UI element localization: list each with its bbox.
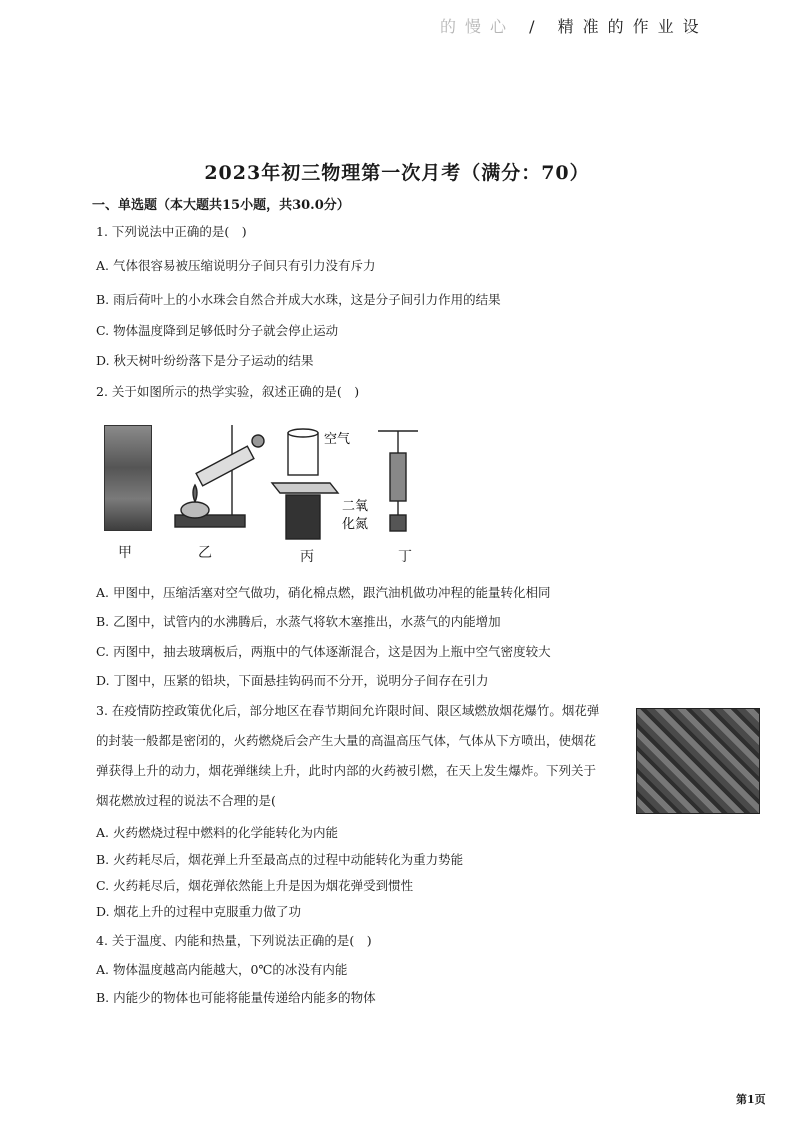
q3-stem-line-4: 烟花燃放过程的说法不合理的是( <box>96 793 276 808</box>
q3-option-d[interactable]: D. 烟花上升的过程中克服重力做了功 <box>96 904 302 919</box>
figure-ding-apparatus <box>378 431 418 531</box>
figure-label-jia: 甲 <box>118 545 132 561</box>
q1-option-a[interactable]: A. 气体很容易被压缩说明分子间只有引力没有斥力 <box>96 258 376 273</box>
figure-jia-photo <box>104 425 152 531</box>
q4-stem: 4. 关于温度、内能和热量，下列说法正确的是( ) <box>96 933 372 948</box>
q2-option-c[interactable]: C. 丙图中，抽去玻璃板后，两瓶中的气体逐渐混合，这是因为上瓶中空气密度较大 <box>96 644 551 659</box>
figure-yi-apparatus <box>175 425 264 527</box>
q3-fireworks-photo <box>636 708 760 814</box>
q3-option-c[interactable]: C. 火药耗尽后，烟花弹依然能上升是因为烟花弹受到惯性 <box>96 878 414 893</box>
figure-label-no2-1: 二氧 <box>342 499 369 514</box>
q2-option-d[interactable]: D. 丁图中，压紧的铅块，下面悬挂钩码而不分开，说明分子间存在引力 <box>96 673 489 688</box>
figure-label-yi: 乙 <box>198 545 212 561</box>
page-number: 第1页 <box>736 1093 766 1106</box>
header-slogan <box>390 14 708 37</box>
q3-option-a[interactable]: A. 火药燃烧过程中燃料的化学能转化为内能 <box>96 825 338 840</box>
q1-option-d[interactable]: D. 秋天树叶纷纷落下是分子运动的结果 <box>96 353 314 368</box>
q4-option-b[interactable]: B. 内能少的物体也可能将能量传递给内能多的物体 <box>96 990 376 1005</box>
section-heading: 一、单选题（本大题共15小题，共30.0分） <box>92 198 350 213</box>
q1-option-c[interactable]: C. 物体温度降到足够低时分子就会停止运动 <box>96 323 339 338</box>
q3-stem-line-1: 3. 在疫情防控政策优化后，部分地区在春节期间允许限时间、限区域燃放烟花爆竹。烟花弹 <box>96 703 600 718</box>
q3-stem-line-2: 的封装一般都是密闭的，火药燃烧后会产生大量的高温高压气体，气体从下方喷出，使烟花 <box>96 733 597 748</box>
header-slogan-text: / 精准的作业设 <box>529 17 708 36</box>
q3-option-b[interactable]: B. 火药耗尽后，烟花弹上升至最高点的过程中动能转化为重力势能 <box>96 852 464 867</box>
figure-label-bing: 丙 <box>300 549 314 565</box>
q4-option-a[interactable]: A. 物体温度越高内能越大，0℃的冰没有内能 <box>96 962 348 977</box>
figure-label-air-1: 空气 <box>324 432 351 447</box>
q2-option-b[interactable]: B. 乙图中，试管内的水沸腾后，水蒸气将软木塞推出，水蒸气的内能增加 <box>96 614 501 629</box>
q1-stem: 1. 下列说法中正确的是( ) <box>96 224 247 239</box>
q2-option-a[interactable]: A. 甲图中，压缩活塞对空气做功，硝化棉点燃，跟汽油机做功冲程的能量转化相同 <box>96 585 551 600</box>
q2-stem: 2. 关于如图所示的热学实验，叙述正确的是( ) <box>96 384 360 399</box>
q3-stem-line-3: 弹获得上升的动力，烟花弹继续上升，此时内部的火药被引燃，在天上发生爆炸。下列关于 <box>96 763 597 778</box>
figure-label-no2-2: 化氮 <box>342 517 369 532</box>
header-faint-prefix: 的慢心 <box>390 17 516 36</box>
exam-title: 2023年初三物理第一次月考（满分：70） <box>204 162 590 184</box>
q1-option-b[interactable]: B. 雨后荷叶上的小水珠会自然合并成大水珠，这是分子间引力作用的结果 <box>96 292 501 307</box>
figure-experiments <box>160 415 430 540</box>
figure-label-ding: 丁 <box>398 549 412 565</box>
